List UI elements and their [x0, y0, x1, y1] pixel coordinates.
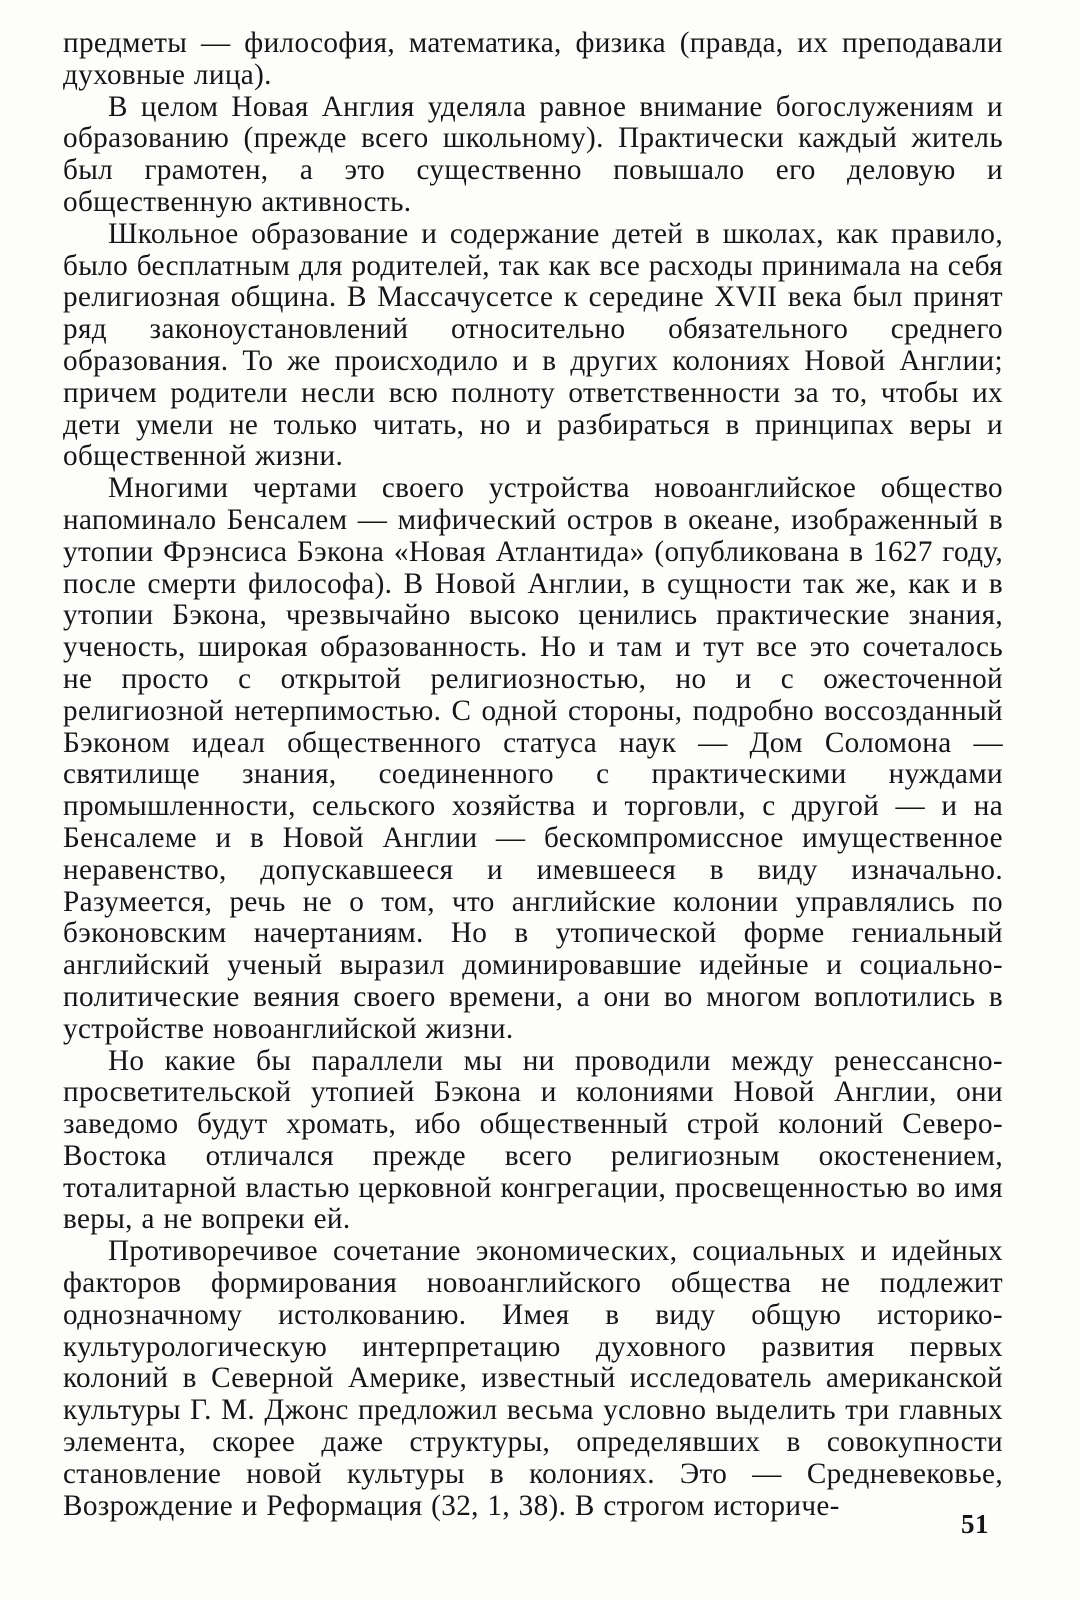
paragraph: предметы — философия, математика, физика (правда, их преподавали духовные лица).: [63, 27, 1003, 91]
paragraph: В целом Новая Англия уделяла равное внимание богослужениям и образованию (прежде всего школьному). Практически каждый житель был грамотен, а это существенно повышало его деловую и общественную активность.: [63, 90, 1003, 218]
paragraph: Школьное образование и содержание детей в школах, как правило, было бесплатным для родителей, так как все расходы принимала на себя религиозная община. В Массачусетсе к середине XVII века был принят ряд законоустановлений относительно обязательного среднего образования. То же происходило и в других колониях Новой Англии; причем родители несли всю полноту ответственности за то, чтобы их дети умели не только читать, но и разбираться в принципах веры и общественной жизни.: [63, 217, 1003, 473]
body-text: [63, 28, 1003, 1522]
paragraph: Многими чертами своего устройства новоанглийское общество напоминало Бенсалем — мифический остров в океане, изображенный в утопии Фрэнсиса Бэкона «Новая Атлантида» (опубликована в 1627 году, после смерти философа). В Новой Англии, в сущности так же, как и в утопии Бэкона, чрезвычайно высоко ценились практические знания, ученость, широкая образованность. Но и там и тут все это сочеталось не просто с открытой религиозностью, но и с ожесточенной религиозной нетерпимостью. С одной стороны, подробно воссозданный Бэконом идеал общественного статуса наук — Дом Соломона — святилище знания, соединенного с практическими нуждами промышленности, сельского хозяйства и торговли, с другой — и на Бенсалеме и в Новой Англии — бескомпромиссное имущественное неравенство, допускавшееся и имевшееся в виду изначально. Разумеется, речь не о том, что английские колонии управлялись по бэконовским начертаниям. Но в утопической форме гениальный английский ученый выразил доминировавшие идейные и социально-политические веяния своего времени, а они во многом воплотились в устройстве новоанглийской жизни.: [63, 472, 1003, 1045]
page-number: 51: [961, 1509, 989, 1539]
paragraph: Но какие бы параллели мы ни проводили между ренессансно-просветительской утопией Бэкона и колониями Новой Англии, они заведомо будут хромать, ибо общественный строй колоний Северо-Востока отличался прежде всего религиозным окостенением, тоталитарной властью церковной конгрегации, просвещенностью во имя веры, а не вопреки ей.: [63, 1044, 1003, 1236]
paragraph: Противоречивое сочетание экономических, социальных и идейных факторов формирования новоанглийского общества не подлежит однозначному истолкованию. Имея в виду общую историко-культурологическую интерпретацию духовного развития первых колоний в Северной Америке, известный исследователь американской культуры Г. М. Джонс предложил весьма условно выделить три главных элемента, скорее даже структуры, определявших в совокупности становление новой культуры в колониях. Это — Средневековье, Возрождение и Реформация (32, 1, 38). В строгом историче-: [63, 1235, 1003, 1522]
